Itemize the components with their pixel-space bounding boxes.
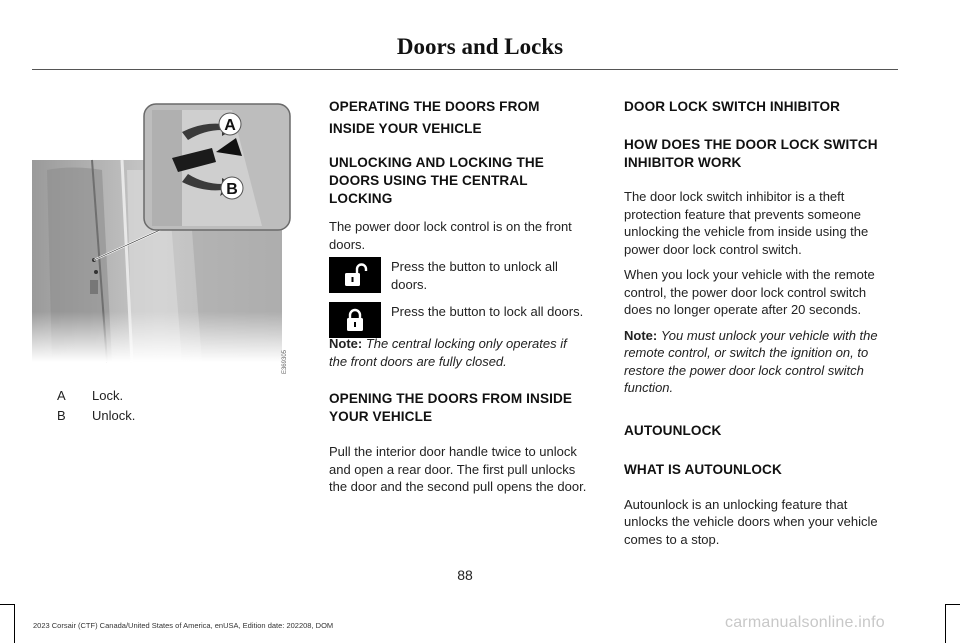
note-label: Note: xyxy=(624,327,658,343)
page-title: Doors and Locks xyxy=(396,34,564,59)
text-line: doors. xyxy=(329,236,366,252)
text-line: and open a rear door. The first pull unlocks xyxy=(329,461,576,477)
paragraph xyxy=(329,218,609,253)
legend-text: Unlock. xyxy=(92,408,136,423)
crop-mark xyxy=(946,604,960,605)
note-text: restore the power door lock control switch xyxy=(624,362,864,378)
callout-a-label: A xyxy=(224,117,236,134)
section-heading xyxy=(329,120,609,138)
text-line: Press the button to unlock all xyxy=(391,259,558,274)
paragraph xyxy=(624,266,904,319)
note-label: Note: xyxy=(329,336,363,351)
heading-line: DOORS USING THE CENTRAL xyxy=(329,173,528,188)
crop-mark xyxy=(14,604,15,643)
legend-letter: B xyxy=(57,408,66,423)
column-door-lock-inhibitor xyxy=(624,98,904,548)
text-line: doors. xyxy=(391,276,428,292)
note xyxy=(329,335,609,370)
legend-item-a xyxy=(57,388,123,403)
section-heading xyxy=(329,390,609,426)
text-line: power door lock control switch. xyxy=(624,241,802,257)
section-heading: AUTOUNLOCK xyxy=(624,422,722,438)
heading-line: YOUR VEHICLE xyxy=(329,409,433,424)
note-text: The central locking only operates if xyxy=(365,336,567,351)
heading-line: OPERATING THE DOORS FROM xyxy=(329,99,540,114)
lock-icon-box xyxy=(329,302,381,338)
note-text: function. xyxy=(624,380,674,395)
unlock-icon-box xyxy=(329,257,381,293)
text-line: unlocking the vehicle from inside using the xyxy=(624,224,869,239)
paragraph xyxy=(624,496,904,549)
note-text: You must unlock your vehicle with the xyxy=(660,327,878,343)
crop-mark xyxy=(945,604,946,643)
paragraph xyxy=(329,443,609,496)
section-heading: DOOR LOCK SWITCH INHIBITOR xyxy=(624,99,841,114)
header-divider xyxy=(32,69,898,70)
figure-code: E369305 xyxy=(282,350,288,375)
unlock-icon xyxy=(344,263,366,287)
note xyxy=(624,327,904,397)
legend-letter: A xyxy=(57,388,66,403)
callout-b-label: B xyxy=(226,181,238,198)
heading-line: INHIBITOR WORK xyxy=(624,155,742,170)
text-line: comes to a stop. xyxy=(624,531,720,547)
lock-icon xyxy=(345,308,365,332)
text-line: the door and the second pull opens the door. xyxy=(329,479,587,494)
text-line: Autounlock is an unlocking feature that xyxy=(624,496,848,512)
text-line: unlocks the vehicle doors when your vehicle xyxy=(624,514,878,529)
watermark: carmanualsonline.info xyxy=(725,614,885,631)
text-line: When you lock your vehicle with the remote xyxy=(624,267,875,282)
note-text: remote control, or switch the ignition on, to xyxy=(624,345,869,360)
text-line: The power door lock control is on the front xyxy=(329,219,572,234)
section-heading xyxy=(329,98,609,116)
heading-line: OPENING THE DOORS FROM INSIDE xyxy=(329,391,573,406)
column-operating-doors xyxy=(329,98,609,253)
text-line: Press the button to lock all doors. xyxy=(391,304,584,319)
heading-line: LOCKING xyxy=(329,191,393,206)
legend-item-b xyxy=(57,408,135,423)
heading-line: UNLOCKING AND LOCKING THE xyxy=(329,155,544,170)
subsection-heading xyxy=(624,136,904,172)
text-line: does no longer operate after 20 seconds. xyxy=(624,302,862,317)
footer-edition: 2023 Corsair (CTF) Canada/United States of America, enUSA, Edition date: 202208, DOM xyxy=(33,621,334,630)
text-line: The door lock switch inhibitor is a theft xyxy=(624,189,845,204)
unlock-instruction xyxy=(391,258,606,293)
crop-mark xyxy=(0,604,14,605)
column-operating-doors-lower xyxy=(329,335,609,496)
legend-text: Lock. xyxy=(92,388,124,403)
subsection-heading: WHAT IS AUTOUNLOCK xyxy=(624,461,782,477)
page-number: 88 xyxy=(457,567,473,583)
paragraph xyxy=(624,188,904,258)
door-illustration-svg xyxy=(32,100,292,375)
door-lock-illustration xyxy=(32,100,292,375)
text-line: control, the power door lock control switch xyxy=(624,284,867,300)
lock-instruction xyxy=(391,303,611,321)
note-text: the front doors are fully closed. xyxy=(329,353,507,369)
text-line: Pull the interior door handle twice to unlock xyxy=(329,444,577,459)
text-line: protection feature that prevents someone xyxy=(624,206,862,222)
heading-line: HOW DOES THE DOOR LOCK SWITCH xyxy=(624,137,878,152)
subsection-heading xyxy=(329,154,609,208)
heading-line: INSIDE YOUR VEHICLE xyxy=(329,121,482,136)
